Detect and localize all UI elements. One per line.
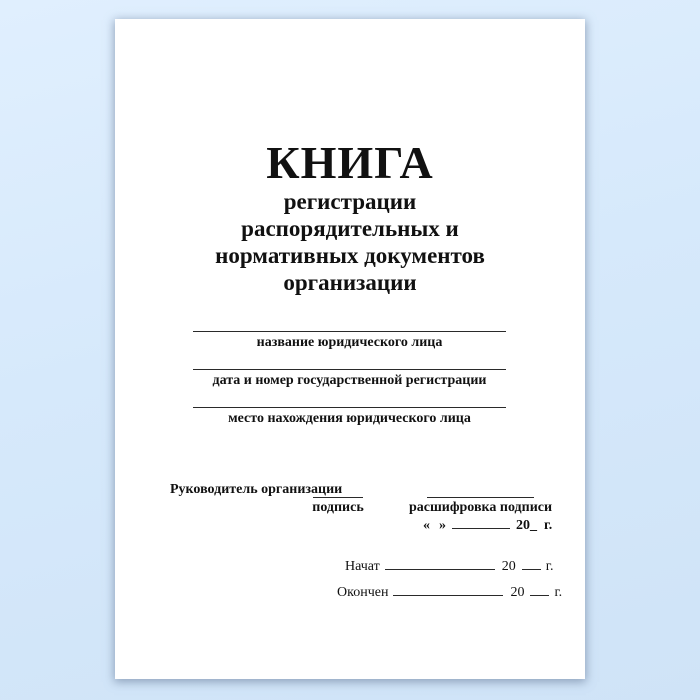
blank-line <box>193 407 506 408</box>
signature-name-caption: расшифровка подписи <box>408 500 553 515</box>
started-year-suffix: г. <box>545 559 554 574</box>
signature-name-blank-line <box>427 482 534 498</box>
date-year-suffix: г. <box>544 518 553 533</box>
field-legal-entity-name <box>193 331 506 351</box>
book-subtitle <box>115 188 585 296</box>
started-year-prefix: 20 <box>501 559 516 574</box>
signature-date-row <box>423 518 552 534</box>
date-blank-line <box>452 518 510 529</box>
started-label: Начат <box>345 559 380 574</box>
book-subtitle-line-4: организации <box>283 270 417 295</box>
started-blank-line <box>385 559 495 570</box>
field-legal-entity-location <box>193 407 506 427</box>
field-caption-legal-entity-location: место нахождения юридического лица <box>228 411 471 426</box>
finished-row <box>337 585 562 601</box>
finished-year-suffix: г. <box>554 585 563 600</box>
finished-label: Окончен <box>337 585 389 600</box>
finished-year-blank-line <box>530 585 549 596</box>
book-subtitle-line-2: распорядительных и <box>241 216 459 241</box>
date-quote-close: » <box>439 518 446 533</box>
book-subtitle-line-1: регистрации <box>283 189 417 214</box>
book-subtitle-line-3: нормативных документов <box>215 243 485 268</box>
started-row <box>345 559 553 575</box>
signature-blank-line <box>313 482 363 498</box>
blank-line <box>193 331 506 332</box>
finished-blank-line <box>393 585 503 596</box>
book-title: КНИГА <box>266 137 434 188</box>
field-caption-registration-date-number: дата и номер государственной регистрации <box>212 373 487 388</box>
field-registration-date-number <box>193 369 506 389</box>
document-cover-page <box>115 19 585 679</box>
blank-line <box>193 369 506 370</box>
started-year-blank-line <box>522 559 541 570</box>
field-caption-legal-entity-name: название юридического лица <box>256 335 443 350</box>
finished-year-prefix: 20 <box>510 585 525 600</box>
signature-caption: подпись <box>312 500 364 515</box>
date-quote-open: « <box>423 518 430 533</box>
date-year-prefix: 20_ <box>516 518 537 533</box>
head-of-organization-label: Руководитель организации <box>170 482 343 497</box>
